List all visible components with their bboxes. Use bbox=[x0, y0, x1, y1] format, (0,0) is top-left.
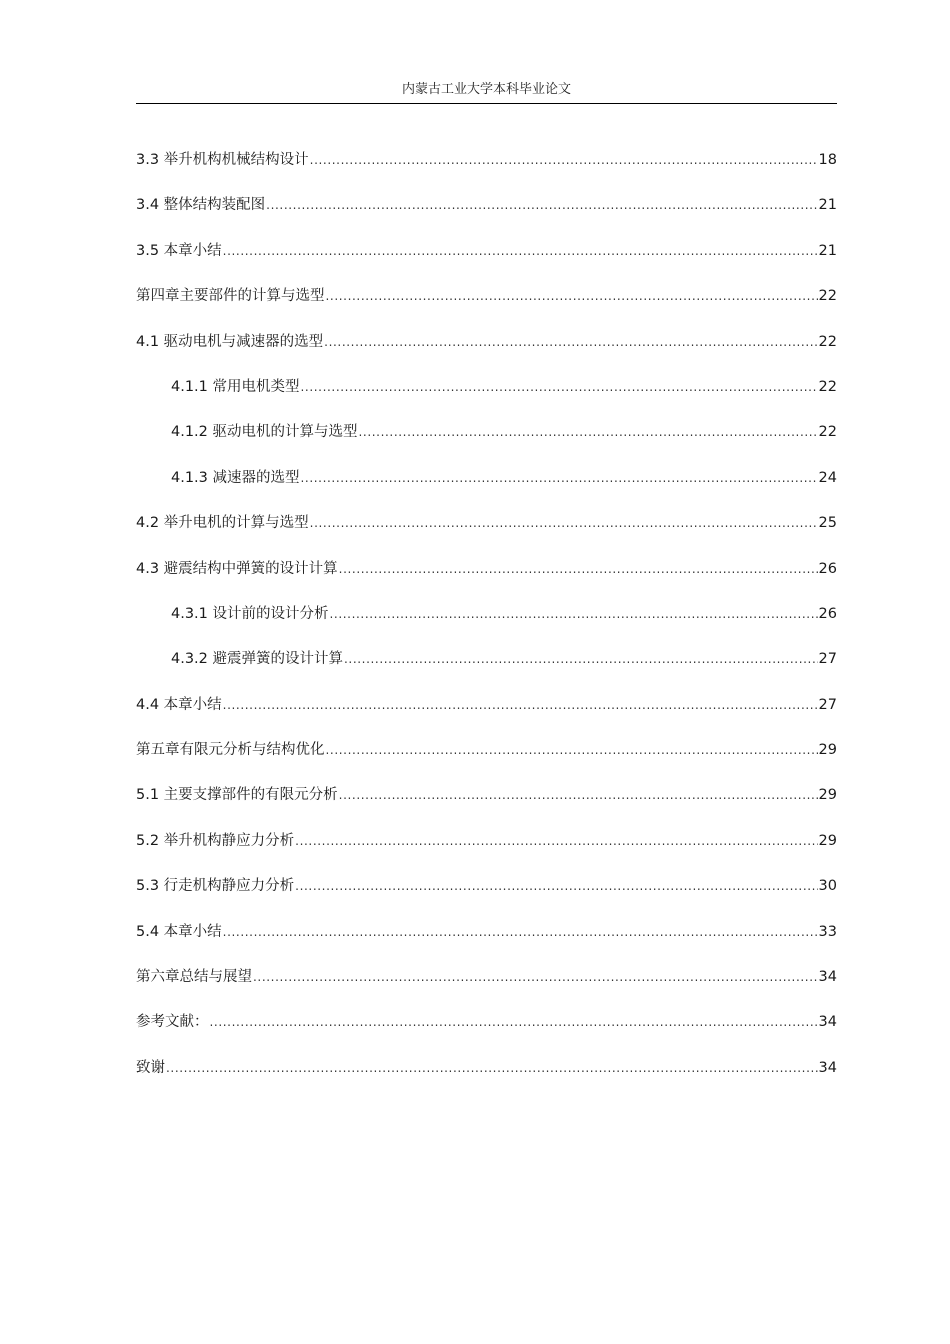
toc-entry-title: 4.3 避震结构中弹簧的设计计算 bbox=[136, 560, 338, 577]
toc-dot-leader bbox=[223, 693, 818, 717]
toc-entry-title: 5.1 主要支撑部件的有限元分析 bbox=[136, 787, 338, 804]
page-header: 内蒙古工业大学本科毕业论文 bbox=[401, 82, 571, 97]
toc-dot-leader bbox=[301, 375, 818, 399]
toc-dot-leader bbox=[339, 783, 818, 807]
toc-dot-leader bbox=[339, 557, 818, 581]
toc-entry-title: 3.4 整体结构装配图 bbox=[136, 197, 266, 214]
toc-entry-title: 第五章有限元分析与结构优化 bbox=[136, 742, 325, 759]
toc-dot-leader bbox=[166, 1056, 818, 1080]
toc-entry[interactable] bbox=[136, 874, 837, 919]
toc-entry-title: 第四章主要部件的计算与选型 bbox=[136, 288, 325, 305]
toc-entry-title: 5.3 行走机构静应力分析 bbox=[136, 878, 295, 895]
toc-entry[interactable] bbox=[136, 693, 837, 738]
toc-entry-page: 27 bbox=[818, 651, 837, 668]
toc-entry[interactable] bbox=[136, 783, 837, 828]
toc-entry-title: 第六章总结与展望 bbox=[136, 969, 252, 986]
toc-entry-page: 33 bbox=[818, 923, 837, 940]
toc-entry[interactable] bbox=[136, 375, 837, 420]
toc-entry[interactable] bbox=[136, 330, 837, 375]
toc-entry[interactable] bbox=[136, 466, 837, 511]
toc-dot-leader bbox=[310, 511, 818, 535]
toc-entry-title: 3.5 本章小结 bbox=[136, 242, 222, 259]
toc-entry-title: 4.1.3 减速器的选型 bbox=[171, 469, 300, 486]
toc-entry-title: 4.3.2 避震弹簧的设计计算 bbox=[171, 651, 344, 668]
toc-entry-page: 26 bbox=[818, 605, 837, 622]
toc-entry[interactable] bbox=[136, 420, 837, 465]
toc-entry-page: 21 bbox=[818, 242, 837, 259]
toc-entry-page: 22 bbox=[818, 288, 837, 305]
toc-entry-title: 4.3.1 设计前的设计分析 bbox=[171, 605, 329, 622]
toc-entry-page: 22 bbox=[818, 378, 837, 395]
toc-dot-leader bbox=[223, 920, 818, 944]
toc-dot-leader bbox=[253, 965, 818, 989]
toc-dot-leader bbox=[324, 330, 817, 354]
toc-entry[interactable] bbox=[136, 602, 837, 647]
toc-entry-page: 34 bbox=[818, 1014, 837, 1031]
toc-entry-page: 25 bbox=[818, 515, 837, 532]
toc-dot-leader bbox=[326, 738, 818, 762]
toc-entry[interactable] bbox=[136, 965, 837, 1010]
toc-dot-leader bbox=[326, 284, 818, 308]
toc-dot-leader bbox=[344, 647, 818, 671]
toc-dot-leader bbox=[223, 239, 818, 263]
toc-entry-title: 5.4 本章小结 bbox=[136, 923, 222, 940]
toc-entry[interactable] bbox=[136, 647, 837, 692]
toc-entry-page: 18 bbox=[818, 152, 837, 168]
toc-entry-page: 30 bbox=[818, 878, 837, 895]
toc-entry[interactable] bbox=[136, 1010, 837, 1055]
toc-entry-title: 参考文献： bbox=[136, 1014, 209, 1031]
toc-entry-page: 34 bbox=[818, 969, 837, 986]
toc-entry[interactable] bbox=[136, 738, 837, 783]
toc-entry-page: 27 bbox=[818, 696, 837, 713]
table-of-contents bbox=[136, 148, 837, 1101]
toc-entry-title: 4.1 驱动电机与减速器的选型 bbox=[136, 333, 324, 350]
toc-dot-leader bbox=[330, 602, 818, 626]
toc-dot-leader bbox=[295, 874, 817, 898]
toc-entry[interactable] bbox=[136, 511, 837, 556]
toc-entry-page: 24 bbox=[818, 469, 837, 486]
toc-entry-title: 4.1.2 驱动电机的计算与选型 bbox=[171, 424, 358, 441]
toc-entry-page: 22 bbox=[818, 333, 837, 350]
toc-dot-leader bbox=[295, 829, 817, 853]
toc-entry-page: 22 bbox=[818, 424, 837, 441]
toc-entry[interactable] bbox=[136, 557, 837, 602]
toc-dot-leader bbox=[359, 420, 818, 444]
toc-entry-page: 29 bbox=[818, 832, 837, 849]
toc-entry[interactable] bbox=[136, 193, 837, 238]
header-divider bbox=[136, 103, 837, 104]
toc-dot-leader bbox=[210, 1010, 818, 1034]
toc-entry-page: 29 bbox=[818, 742, 837, 759]
toc-dot-leader bbox=[301, 466, 818, 490]
toc-entry-title: 3.3 举升机构机械结构设计 bbox=[136, 152, 309, 168]
toc-entry-page: 21 bbox=[818, 197, 837, 214]
toc-entry[interactable] bbox=[136, 239, 837, 284]
toc-entry[interactable] bbox=[136, 920, 837, 965]
toc-entry[interactable] bbox=[136, 829, 837, 874]
toc-entry[interactable] bbox=[136, 1056, 837, 1101]
toc-entry-title: 5.2 举升机构静应力分析 bbox=[136, 832, 295, 849]
toc-entry-page: 29 bbox=[818, 787, 837, 804]
toc-entry-page: 34 bbox=[818, 1059, 837, 1076]
toc-entry-page: 26 bbox=[818, 560, 837, 577]
toc-entry-title: 4.2 举升电机的计算与选型 bbox=[136, 515, 309, 532]
toc-entry-title: 致谢 bbox=[136, 1059, 165, 1076]
toc-entry-title: 4.1.1 常用电机类型 bbox=[171, 378, 300, 395]
toc-dot-leader bbox=[310, 148, 818, 172]
toc-dot-leader bbox=[266, 193, 817, 217]
toc-entry-title: 4.4 本章小结 bbox=[136, 696, 222, 713]
toc-entry[interactable] bbox=[136, 284, 837, 329]
toc-entry[interactable] bbox=[136, 148, 837, 193]
